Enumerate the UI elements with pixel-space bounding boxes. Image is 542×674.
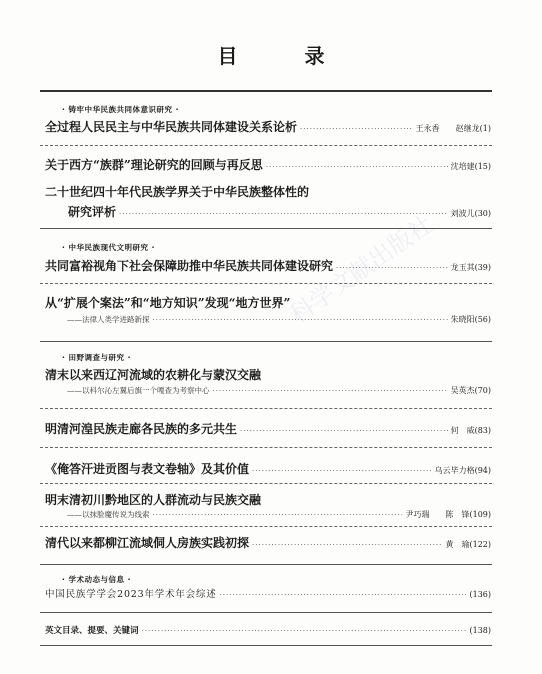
entry-title: 共同富裕视角下社会保障助推中华民族共同体建设研究 [45, 259, 334, 273]
separator [40, 612, 492, 613]
entry-page: (15) [474, 162, 491, 171]
entry-page: (1) [479, 124, 491, 133]
entry-subtitle: ——以抹脸魔传说为线索 [67, 510, 150, 519]
entry-title: 英文目录、提要、关键词 [45, 626, 139, 636]
entry-page: (83) [474, 426, 491, 435]
toc-entry[interactable] [45, 257, 491, 274]
watermark: 科学文献出版社 [284, 209, 439, 330]
entry-author: 尹巧瑞 陈 锋 [405, 510, 470, 519]
toc-entry[interactable] [45, 491, 491, 508]
toc-entry[interactable] [45, 624, 491, 636]
toc-entry[interactable] [45, 366, 491, 383]
toc-entry[interactable] [45, 156, 491, 173]
toc-entry[interactable] [45, 183, 491, 200]
section-header: · 铸牢中华民族共同体意识研究 · [62, 105, 179, 114]
separator [40, 408, 492, 409]
dot-leader [266, 163, 448, 171]
entry-title: 关于西方“族群”理论研究的回顾与再反思 [45, 158, 263, 172]
entry-author: 何 威 [450, 426, 475, 435]
title-rule [40, 90, 492, 92]
entry-author: 乌云毕力格 [434, 466, 475, 475]
entry-page: (30) [474, 209, 491, 218]
toc-entry-continued[interactable] [45, 314, 491, 325]
entry-author: 龙玉其 [450, 263, 475, 272]
toc-entry[interactable] [45, 294, 491, 311]
dot-leader [142, 627, 467, 635]
section-header: · 中华民族现代文明研究 · [62, 243, 155, 252]
entry-page: (136) [469, 590, 491, 599]
entry-author: 黄 瑜 [445, 540, 470, 549]
dot-leader [220, 591, 467, 599]
entry-title: 明末清初川黔地区的人群流动与民族交融 [45, 493, 262, 507]
entry-title: 《俺答汗进贡图与表文卷轴》及其价值 [45, 462, 250, 476]
separator [40, 228, 492, 229]
toc-entry[interactable] [45, 118, 491, 135]
entry-title: 从“扩展个案法”和“地方知识”发现“地方世界” [45, 296, 291, 310]
entry-subtitle: ——法律人类学进路新探 [67, 315, 150, 324]
toc-entry-continued[interactable] [45, 509, 491, 520]
toc-entry[interactable] [45, 534, 491, 551]
dot-leader [252, 467, 432, 475]
entry-title: 明清河湟民族走廊各民族的多元共生 [45, 422, 238, 436]
dot-leader [300, 125, 413, 133]
toc-entry[interactable] [45, 586, 491, 600]
separator [40, 283, 492, 284]
entry-page: (70) [474, 386, 491, 395]
entry-author: 吴英杰 [450, 386, 475, 395]
entry-title: 全过程人民民主与中华民族共同体建设关系论析 [45, 120, 298, 134]
entry-author: 朱晓阳 [450, 315, 475, 324]
entry-author: 刘波儿 [450, 209, 475, 218]
separator [40, 526, 492, 527]
entry-subtitle: ——以科尔沁左翼后旗一个嘎查为考察中心 [67, 386, 210, 395]
separator [40, 645, 492, 646]
dot-leader [119, 210, 448, 218]
entry-page: (138) [469, 626, 491, 635]
entry-page: (56) [474, 315, 491, 324]
toc-entry-continued[interactable] [45, 385, 491, 396]
section-header: · 学术动态与信息 · [62, 575, 131, 584]
entry-author: 王永香 赵继龙 [415, 124, 480, 133]
dot-leader [240, 427, 448, 435]
dot-leader [153, 316, 448, 324]
separator [40, 447, 492, 448]
section-header: · 田野调查与研究 · [62, 353, 131, 362]
entry-title: 中国民族学学会2023年学术年会综述 [45, 589, 217, 600]
dot-leader [252, 541, 442, 549]
dot-leader [213, 387, 448, 395]
entry-title-continued: 研究评析 [68, 205, 117, 219]
separator [40, 341, 492, 342]
separator [40, 564, 492, 565]
separator [40, 483, 492, 484]
entry-page: (39) [474, 263, 491, 272]
entry-author: 沈培建 [450, 162, 475, 171]
entry-title: 清代以来都柳江流域侗人房族实践初探 [45, 536, 250, 550]
toc-entry[interactable] [45, 420, 491, 437]
entry-page: (94) [474, 466, 491, 475]
toc-entry[interactable] [45, 460, 491, 477]
toc-entry-continued[interactable] [68, 203, 491, 220]
entry-title: 清末以来西辽河流域的农耕化与蒙汉交融 [45, 368, 262, 382]
entry-page: (109) [469, 510, 491, 519]
separator [40, 145, 492, 146]
dot-leader [153, 511, 403, 519]
dot-leader [336, 264, 448, 272]
entry-page: (122) [469, 540, 491, 549]
entry-title: 二十世纪四十年代民族学界关于中华民族整体性的 [45, 185, 310, 199]
page-title: 目 录 [217, 44, 355, 68]
